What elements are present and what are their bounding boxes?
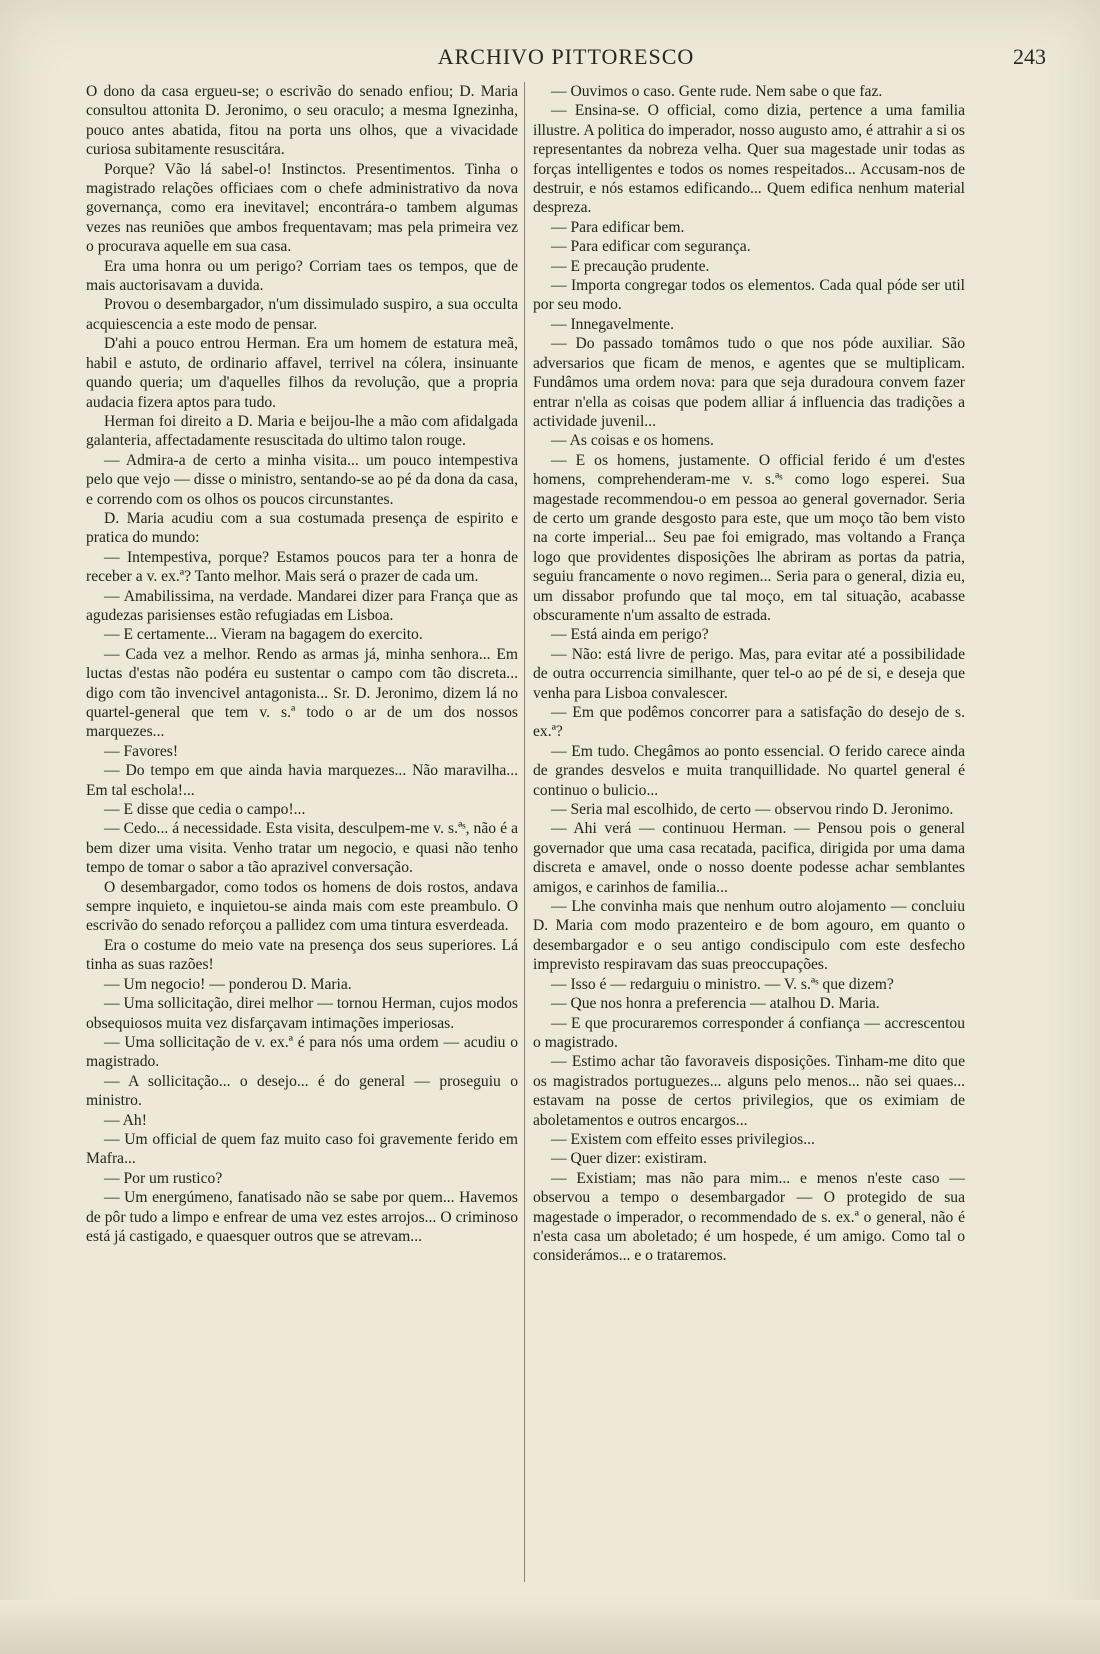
paragraph: — Ouvimos o caso. Gente rude. Nem sabe o que faz.	[551, 83, 883, 100]
paragraph: — Ah!	[104, 1111, 147, 1129]
column-divider	[524, 82, 525, 1582]
paragraph: O dono da casa ergueu-se; o escrivão do senado enfiou; D. Maria consultou attonita D. Jeronimo, o seu oraculo; a mesma Ignezinha, pouco antes abatida, fitou na porta uns olhos, que a vivacidade curiosa subitamente resuscitára.	[86, 83, 518, 159]
running-title: ARCHIVO PITTORESCO	[437, 44, 695, 69]
paragraph: — Admira-a de certo a minha visita... um pouco intempestiva pelo que vejo — disse o ministro, sentando-se ao pé da dona da casa, e correndo com os olhos os poucos circunstantes.	[86, 451, 518, 508]
paragraph: — Para edificar bem.	[551, 218, 685, 236]
paragraph: — Cada vez a melhor. Rendo as armas já, minha senhora... Em luctas d'estas não podéra eu sustentar o campo com tão discreta... digo com tão invencivel antagonista... Sr. D. Jeronimo, dizem lá no quartel-general que tem v. s.ª todo o ar de um dos nossos marquezes...	[86, 645, 518, 741]
paragraph: — E precaução prudente.	[551, 257, 710, 275]
paragraph: — Seria mal escolhido, de certo — observou rindo D. Jeronimo.	[551, 801, 954, 819]
paragraph: — E que procuraremos corresponder á confiança — accrescentou o magistrado.	[533, 1014, 965, 1051]
paragraph: — Quer dizer: existiram.	[551, 1150, 707, 1168]
paragraph: — E disse que cedia o campo!...	[104, 801, 306, 819]
paragraph: — Favores!	[104, 742, 179, 760]
paragraph: Provou o desembargador, n'um dissimulado suspiro, a sua occulta acquiescencia a este modo de pensar.	[86, 296, 518, 333]
paragraph: O desembargador, como todos os homens de dois rostos, andava sempre inquieto, e inquietou-se ainda mais com este preambulo. O escrivão do senado reforçou a pallidez com uma tintura esverdeada.	[86, 878, 518, 935]
paragraph: Era o costume do meio vate na presença dos seus superiores. Lá tinha as suas razões!	[86, 936, 518, 974]
paragraph: D'ahi a pouco entrou Herman. Era um homem de estatura meã, habil e astuto, de ordinario affavel, terrivel na cólera, insinuante quando queria; um d'aquelles filhos da revolução, que a propria audacia fizera aptos para tudo.	[86, 335, 518, 411]
paragraph: — Intempestiva, porque? Estamos poucos para ter a honra de receber a v. ex.ª? Tanto melhor. Mais será o prazer de cada um.	[86, 548, 518, 586]
paragraph: — E os homens, justamente. O official ferido é um d'estes homens, comprehenderam-me v. s.ªˢ como logo esperei. Sua magestade recommendou-o em pessoa ao general governador. Seria de certo um grande desgosto para este, que um moço tão bem visto na corte imperial... Seu pae foi emigrado, mas voltando a França logo que providentes disposições lhe abriram as portas da patria, seguiu francamente o novo regimen... Seria para o general, dizia eu, um dissabor profundo que tal moço, em tal situação, acabasse obscuramente n'um assalto de estrada.	[533, 451, 965, 624]
paragraph: — Do passado tomâmos tudo o que nos póde auxiliar. São adversarios que ficam de menos, e agentes que se multiplicam. Fundâmos uma ordem nova: para que seja duradoura convem fazer entrar n'ella as coisas que podem alliar á influencia das tradições a actividade juvenil...	[533, 335, 965, 430]
left-text-column	[86, 82, 518, 1246]
paragraph: — Amabilissima, na verdade. Mandarei dizer para França que as agudezas parisienses estão refugiadas em Lisboa.	[86, 587, 518, 624]
paragraph: Era uma honra ou um perigo? Corriam taes os tempos, que de mais auctorisavam a duvida.	[86, 257, 518, 295]
paragraph: — Um official de quem faz muito caso foi gravemente ferido em Mafra...	[86, 1130, 518, 1168]
paragraph: — Do tempo em que ainda havia marquezes... Não maravilha... Em tal eschola!...	[86, 762, 518, 799]
paragraph: — Existiam; mas não para mim... e menos n'este caso — observou a tempo o desembargador — O protegido de sua magestade o imperador, o recommendado de s. ex.ª o general, não é n'esta casa um aboletado; é um hospede, é um amigo. Como tal o considerámos... e o trataremos.	[533, 1169, 965, 1265]
paragraph: — Em tudo. Chegâmos ao ponto essencial. O ferido carece ainda de grandes desvelos e muita tranquillidade. No quartel general é continuo o bulicio...	[533, 742, 965, 799]
paragraph: — Em que podêmos concorrer para a satisfação do desejo de s. ex.ª?	[533, 704, 965, 741]
paragraph: — Uma sollicitação, direi melhor — tornou Herman, cujos modos obsequiosos muita vez disfarçavam intimações imperiosas.	[86, 995, 518, 1032]
paragraph: — Por um rustico?	[104, 1169, 223, 1187]
paragraph: — Não: está livre de perigo. Mas, para evitar até a possibilidade de outra occurrencia similhante, quer tel-o ao pé de si, e deseja que venha para Lisboa convalescer.	[533, 645, 965, 702]
paragraph: — Para edificar com segurança.	[551, 238, 751, 256]
paragraph: — E certamente... Vieram na bagagem do exercito.	[104, 626, 423, 644]
paragraph: — A sollicitação... o desejo... é do general — proseguiu o ministro.	[86, 1072, 518, 1110]
paragraph: — Existem com effeito esses privilegios...	[551, 1130, 815, 1148]
page-bottom-edge	[0, 1600, 1100, 1654]
page-header	[86, 44, 1046, 72]
paragraph: — Ahi verá — continuou Herman. — Pensou pois o general governador que uma casa recatada, pacifica, dirigida por uma dama discreta e amavel, onde o nosso doente podesse achar semblantes amigos, e carinhos de familia...	[533, 820, 965, 896]
paragraph: — As coisas e os homens.	[551, 432, 714, 450]
paragraph: — Ensina-se. O official, como dizia, pertence a uma familia illustre. A politica do imperador, nosso augusto amo, é attrahir a si os representantes da nobreza velha. Quer sua magestade unir todas as forças intelligentes e todos os nomes respeitados... Accusam-nos de destruir, e nós estamos edificando... Quem edifica nenhum material despreza.	[533, 102, 965, 217]
paragraph: — Isso é — redarguiu o ministro. — V. s.ªˢ que dizem?	[551, 975, 894, 993]
paragraph: — Importa congregar todos os elementos. Cada qual póde ser util por seu modo.	[533, 277, 965, 314]
paragraph: — Cedo... á necessidade. Esta visita, desculpem-me v. s.ªˢ, não é a bem dizer uma visita. Venho tratar um negocio, e quasi não tenho tempo de tomar o sabor a tão aprazivel conversação.	[86, 820, 518, 877]
paragraph: — Está ainda em perigo?	[551, 626, 709, 644]
paragraph: — Uma sollicitação de v. ex.ª é para nós uma ordem — acudiu o magistrado.	[86, 1033, 518, 1071]
paragraph: — Innegavelmente.	[551, 315, 674, 333]
paragraph: — Que nos honra a preferencia — atalhou D. Maria.	[551, 995, 880, 1013]
paragraph: — Um negocio! — ponderou D. Maria.	[104, 975, 352, 993]
paragraph: — Um energúmeno, fanatisado não se sabe por quem... Havemos de pôr tudo a limpo e enfrear de uma vez estes arrojos... O criminoso está já castigado, e quaesquer outros que se atrevam...	[86, 1189, 518, 1245]
right-text-column	[533, 82, 965, 1266]
paragraph: — Lhe convinha mais que nenhum outro alojamento — concluiu D. Maria com modo prazenteiro e de bom agouro, em quanto o desembargador e o seu antigo condiscipulo com este desfecho imprevisto respiravam das suas preoccupações.	[533, 898, 965, 974]
paragraph: D. Maria acudiu com a sua costumada presença de espirito e pratica do mundo:	[86, 509, 518, 547]
page-number: 243	[1013, 44, 1046, 69]
paragraph: — Estimo achar tão favoraveis disposições. Tinham-me dito que os magistrados portuguezes... alguns pelo menos... não sei quaes... estavam na posse de certos privilegios, que os eximiam de aboletamentos e outros encargos...	[533, 1053, 965, 1129]
paragraph: Herman foi direito a D. Maria e beijou-lhe a mão com afidalgada galanteria, affectadamente resuscitada do ultimo talon rouge.	[86, 412, 518, 450]
paragraph: Porque? Vão lá sabel-o! Instinctos. Presentimentos. Tinha o magistrado relações officiaes com o chefe administrativo da nova governança, como era inevitavel; encontrára-o tambem algumas vezes nas reuniões que ambos frequentavam; mas pela primeira vez o procurava aquelle em sua casa.	[86, 160, 518, 256]
